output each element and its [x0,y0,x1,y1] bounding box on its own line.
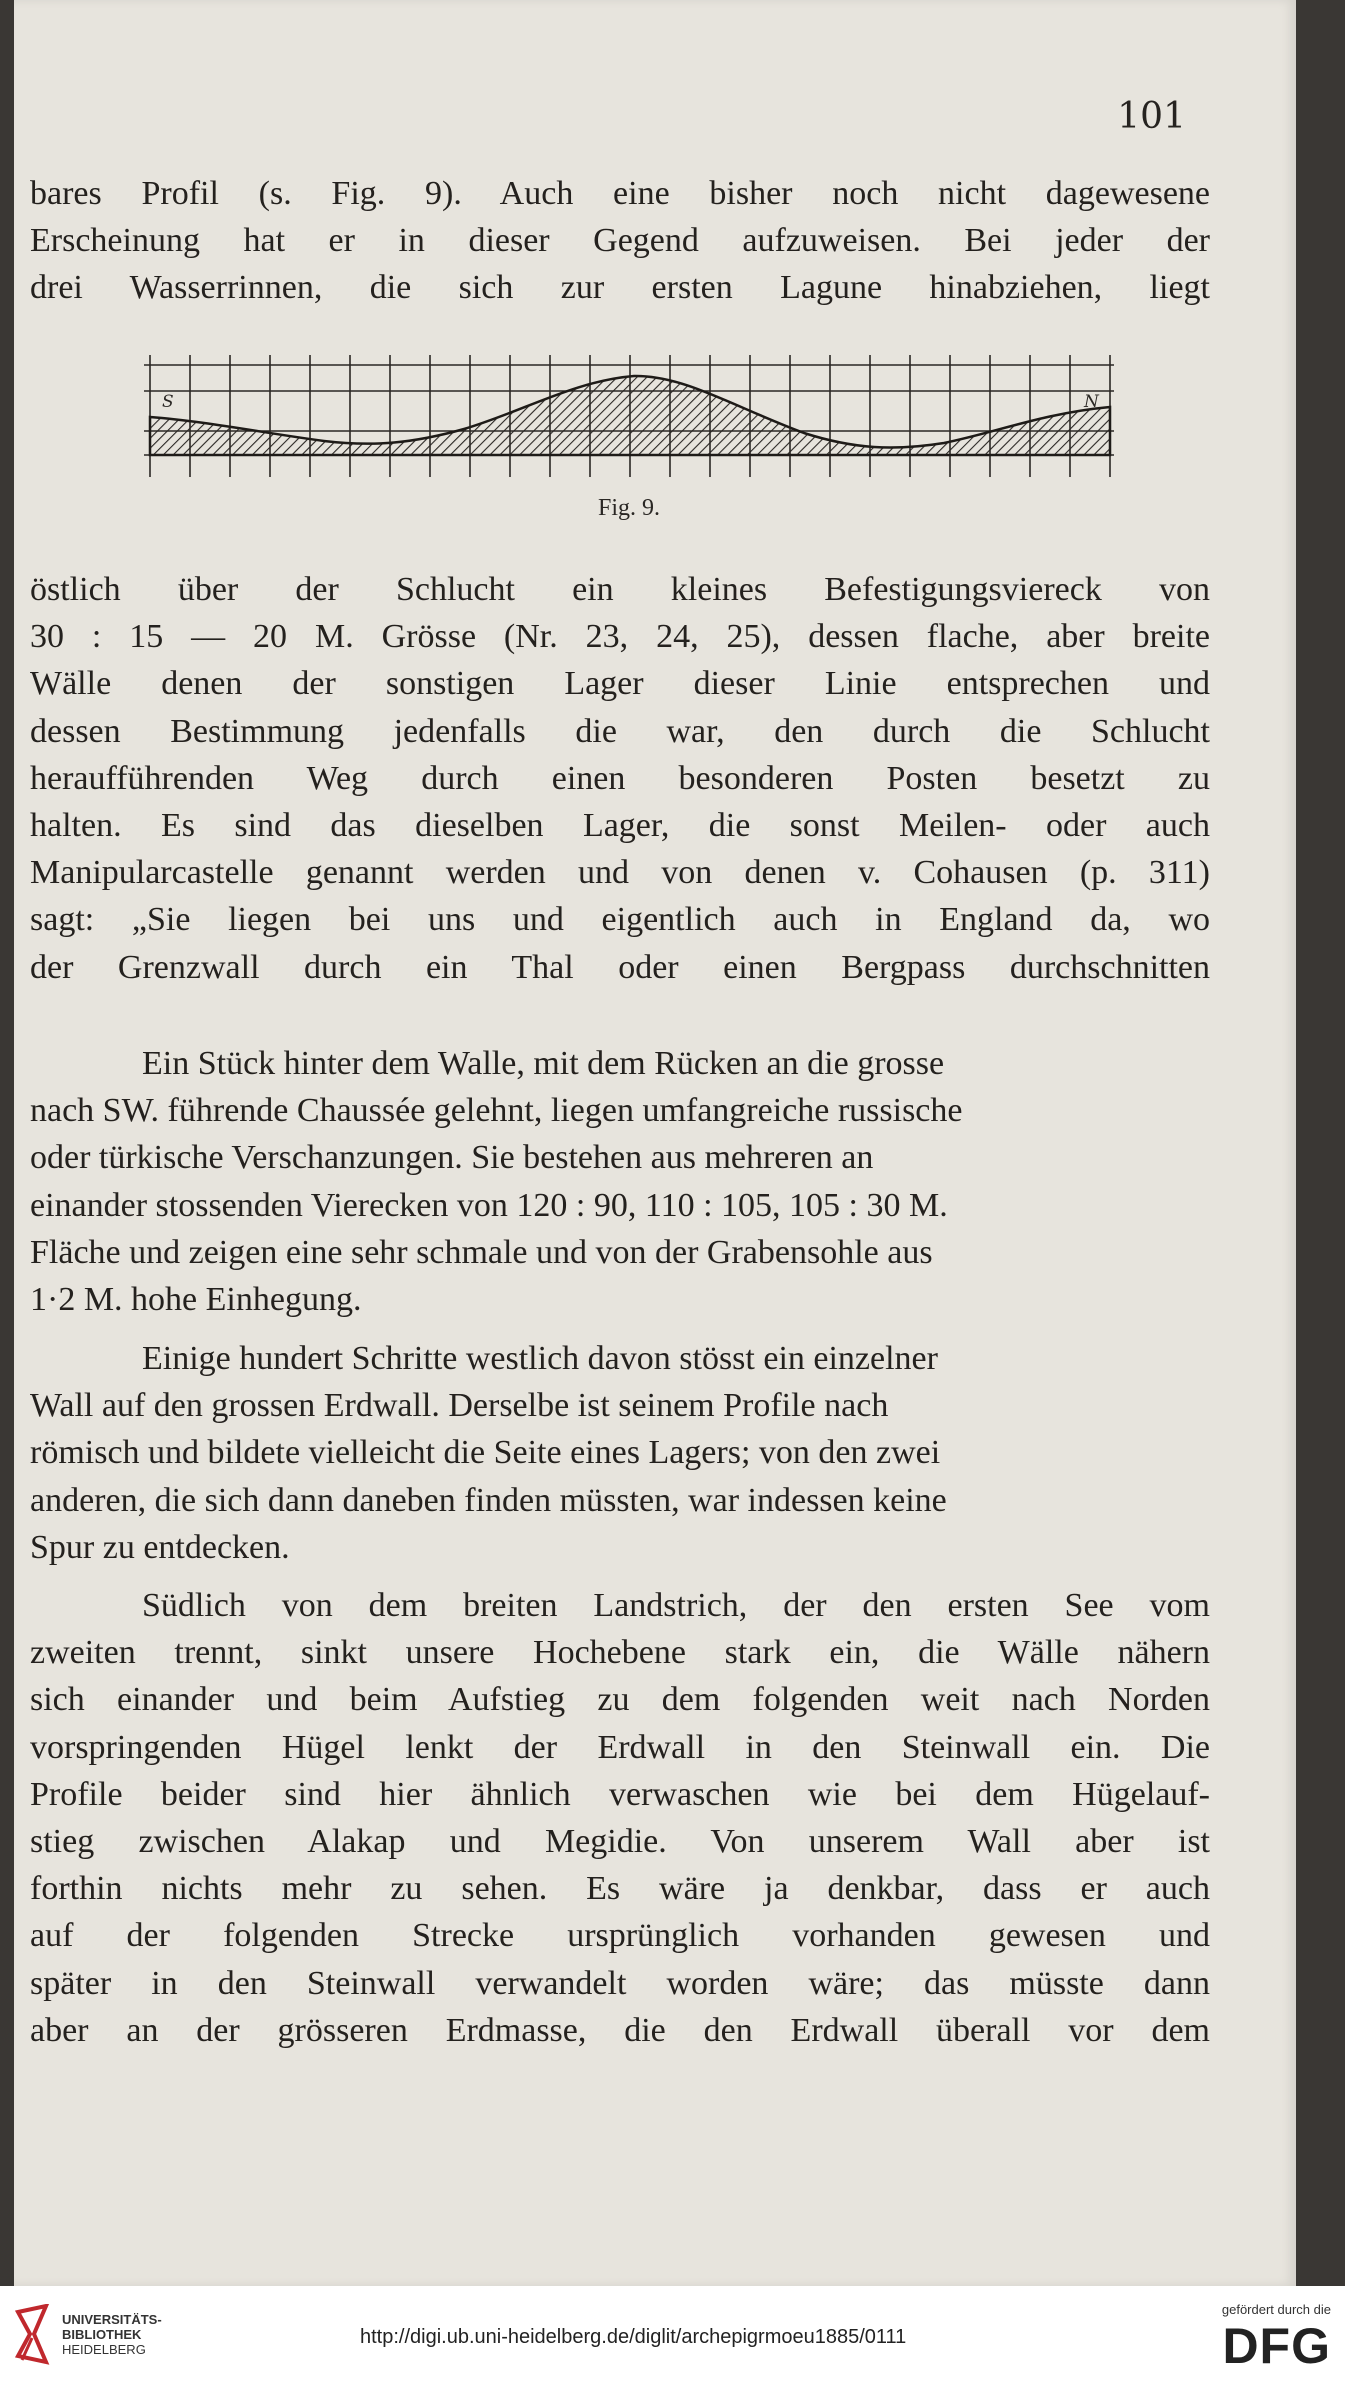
text-line: Ein Stück hinter dem Walle, mit dem Rücken an die grosse [142,1045,945,1082]
text-line: Erscheinung hat er in dieser Gegend aufzuweisen. Bei jeder der [30,222,1210,260]
text-line: aber an der grösseren Erdmasse, die den Erdwall überall vor dem [30,2011,1210,2049]
text-line: östlich über der Schlucht ein kleines Befestigungsviereck von [30,571,1210,608]
permalink-url[interactable]: http://digi.ub.uni-heidelberg.de/diglit/archepigrmoeu1885/0111 [360,2326,907,2348]
text-line: drei Wasserrinnen, die sich zur ersten Lagune hinabziehen, liegt [30,269,1210,307]
book-page [14,0,1296,2286]
text-line: heraufführenden Weg durch einen besonderen Posten besetzt zu [30,759,1210,797]
text-line: sagt: „Sie liegen bei uns und eigentlich auch in England da, wo [30,901,1210,939]
text-line: zweiten trennt, sinkt unsere Hochebene stark ein, die Wälle nähern [30,1634,1210,1672]
text-line: bares Profil (s. Fig. 9). Auch eine bisher noch nicht dagewesene [30,175,1210,212]
library-name [62,2312,162,2357]
text-line: Wälle denen der sonstigen Lager dieser Linie entsprechen und [30,665,1210,703]
profile-figure [114,345,1144,540]
library-line: BIBLIOTHEK [62,2327,142,2342]
library-line: UNIVERSITÄTS- [62,2312,162,2327]
text-line: Wall auf den grossen Erdwall. Derselbe ist seinem Profile nach [30,1387,889,1425]
text-line: dessen Bestimmung jedenfalls die war, den durch die Schlucht [30,712,1210,750]
text-line: nach SW. führende Chaussée gelehnt, liegen umfangreiche russische [30,1092,963,1130]
paragraph-5 [30,1582,1210,2054]
terrain-profile [150,376,1110,455]
paragraph-3 [30,1040,1210,1323]
paragraph-1 [30,170,1210,312]
text-line: Profile beider sind hier ähnlich verwaschen wie bei dem Hügelauf- [30,1775,1210,1813]
paragraph-4 [30,1335,1210,1571]
text-line: anderen, die sich dann daneben finden müssten, war indessen keine [30,1481,947,1519]
figure-caption: Fig. 9. [597,495,660,521]
text-line: 1·2 M. hohe Einhegung. [30,1281,362,1319]
text-line: 30 : 15 — 20 M. Grösse (Nr. 23, 24, 25), dessen flache, aber breite [30,618,1210,656]
dfg-logo-icon: DFG [1222,2318,1331,2374]
text-line: auf der folgenden Strecke ursprünglich vorhanden gewesen und [30,1917,1210,1955]
text-line: Fläche und zeigen eine sehr schmale und von der Grabensohle aus [30,1233,933,1271]
text-line: der Grenzwall durch ein Thal oder einen Bergpass durchschnitten [30,948,1210,986]
page-number: 101 [1117,96,1186,137]
figure-label-s: S [162,392,174,412]
text-line: später in den Steinwall verwandelt worden wäre; das müsste dann [30,1964,1210,2002]
text-line: vorspringenden Hügel lenkt der Erdwall in den Steinwall ein. Die [30,1728,1210,1766]
text-line: oder türkische Verschanzungen. Sie bestehen aus mehreren an [30,1139,874,1177]
paragraph-2 [30,566,1210,991]
text-line: römisch und bildete vielleicht die Seite eines Lagers; von den zwei [30,1434,941,1472]
text-line: Südlich von dem breiten Landstrich, der den ersten See vom [142,1587,1210,1624]
text-line: Manipularcastelle genannt werden und von denen v. Cohausen (p. 311) [30,854,1210,892]
text-line: Spur zu entdecken. [30,1528,290,1566]
text-line: forthin nichts mehr zu sehen. Es wäre ja denkbar, dass er auch [30,1870,1210,1908]
heidelberg-logo-icon [14,2304,50,2366]
text-line: stieg zwischen Alakap und Megidie. Von unserem Wall aber ist [30,1823,1210,1861]
sponsor-text: gefördert durch die [1221,2302,1331,2317]
text-line: sich einander und beim Aufstieg zu dem folgenden weit nach Norden [30,1681,1210,1719]
profile-diagram [114,345,1144,495]
text-line: einander stossenden Vierecken von 120 : 90, 110 : 105, 105 : 30 M. [30,1186,948,1224]
text-line: Einige hundert Schritte westlich davon stösst ein einzelner [142,1340,938,1377]
library-line: HEIDELBERG [62,2342,146,2357]
figure-label-n: N [1084,392,1099,412]
sponsor-block [1181,2302,1331,2375]
footer-bar [0,2286,1345,2386]
text-line: halten. Es sind das dieselben Lager, die sonst Meilen- oder auch [30,807,1210,845]
